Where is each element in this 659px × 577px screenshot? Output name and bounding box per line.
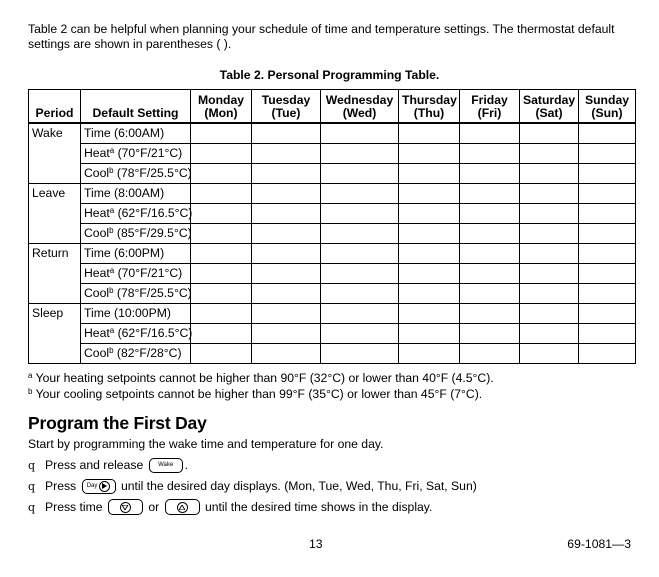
step-press-time: q Press time or until the desired time shows in the display. (28, 500, 433, 514)
schedule-cell (399, 264, 460, 284)
header-default-setting: Default Setting (81, 90, 191, 124)
table-row (29, 264, 636, 284)
schedule-cell (191, 224, 252, 244)
table-row (29, 324, 636, 344)
time-down-button[interactable] (108, 499, 143, 515)
schedule-cell (579, 244, 636, 264)
bullet: q (28, 500, 36, 514)
table-row (29, 284, 636, 304)
schedule-cell (191, 304, 252, 324)
header-day: Monday (Mon) (191, 90, 252, 124)
default-setting-cool: Cool$^b$ (78°F/25.5°C) (81, 284, 191, 304)
schedule-cell (520, 184, 579, 204)
schedule-cell (191, 184, 252, 204)
schedule-cell (191, 123, 252, 144)
schedule-cell (460, 224, 520, 244)
footnote-cooling: $^b$ Your cooling setpoints cannot be higher than 99°F (35°C) or lower than 45°F (7°C). (28, 387, 483, 401)
default-setting-time: Time (6:00AM) (81, 123, 191, 144)
table-row (29, 244, 636, 264)
programming-table (28, 89, 636, 364)
schedule-cell (460, 144, 520, 164)
schedule-cell (252, 123, 321, 144)
schedule-cell (321, 264, 399, 284)
schedule-cell (399, 184, 460, 204)
schedule-cell (321, 184, 399, 204)
schedule-cell (321, 284, 399, 304)
schedule-cell (191, 204, 252, 224)
schedule-cell (520, 244, 579, 264)
schedule-cell (191, 244, 252, 264)
schedule-cell (399, 304, 460, 324)
schedule-cell (191, 284, 252, 304)
section-intro: Start by programming the wake time and temperature for one day. (28, 437, 384, 451)
period-cell: Return (29, 244, 81, 304)
schedule-cell (520, 284, 579, 304)
schedule-cell (399, 324, 460, 344)
schedule-cell (399, 224, 460, 244)
schedule-cell (520, 164, 579, 184)
schedule-cell (579, 304, 636, 324)
schedule-cell (191, 164, 252, 184)
table-caption: Table 2. Personal Programming Table. (219, 68, 440, 82)
day-button[interactable]: Day (82, 479, 116, 494)
schedule-cell (252, 164, 321, 184)
schedule-cell (252, 264, 321, 284)
table-row (29, 144, 636, 164)
schedule-cell (460, 204, 520, 224)
schedule-cell (191, 144, 252, 164)
schedule-cell (579, 184, 636, 204)
schedule-cell (520, 144, 579, 164)
step-press-day: q Press Day until the desired day displays. (Mon, Tue, Wed, Thu, Fri, Sat, Sun) (28, 479, 477, 493)
header-period: Period (29, 90, 81, 124)
default-setting-heat: Heat$^a$ (62°F/16.5°C) (81, 204, 191, 224)
header-day: Saturday (Sat) (520, 90, 579, 124)
intro-paragraph: Table 2 can be helpful when planning your schedule of time and temperature settings. The thermostat default settings are shown in parentheses ( ). (28, 22, 615, 51)
schedule-cell (579, 264, 636, 284)
schedule-cell (321, 324, 399, 344)
table-row (29, 204, 636, 224)
default-setting-time: Time (8:00AM) (81, 184, 191, 204)
table-row (29, 164, 636, 184)
section-title: Program the First Day (28, 413, 207, 433)
schedule-cell (321, 244, 399, 264)
default-setting-cool: Cool$^b$ (82°F/28°C) (81, 344, 191, 364)
schedule-cell (399, 284, 460, 304)
document-number: 69-1081—3 (567, 537, 631, 551)
schedule-cell (460, 244, 520, 264)
schedule-cell (579, 123, 636, 144)
page-number: 13 (309, 537, 323, 551)
up-arrow-icon (177, 502, 188, 513)
schedule-cell (252, 224, 321, 244)
default-setting-cool: Cool$^b$ (78°F/25.5°C) (81, 164, 191, 184)
default-setting-time: Time (10:00PM) (81, 304, 191, 324)
schedule-cell (520, 264, 579, 284)
schedule-cell (252, 344, 321, 364)
default-setting-heat: Heat$^a$ (70°F/21°C) (81, 144, 191, 164)
bullet: q (28, 458, 36, 472)
schedule-cell (460, 344, 520, 364)
schedule-cell (579, 324, 636, 344)
bullet: q (28, 479, 36, 493)
schedule-cell (520, 123, 579, 144)
schedule-cell (191, 344, 252, 364)
schedule-cell (460, 184, 520, 204)
schedule-cell (520, 204, 579, 224)
schedule-cell (460, 123, 520, 144)
period-cell: Sleep (29, 304, 81, 364)
default-setting-heat: Heat$^a$ (70°F/21°C) (81, 264, 191, 284)
default-setting-heat: Heat$^a$ (62°F/16.5°C) (81, 324, 191, 344)
schedule-cell (579, 284, 636, 304)
schedule-cell (321, 164, 399, 184)
schedule-cell (191, 264, 252, 284)
schedule-cell (321, 344, 399, 364)
schedule-cell (252, 324, 321, 344)
schedule-cell (520, 344, 579, 364)
schedule-cell (460, 324, 520, 344)
time-up-button[interactable] (165, 499, 200, 515)
schedule-cell (252, 244, 321, 264)
default-setting-time: Time (6:00PM) (81, 244, 191, 264)
schedule-cell (460, 264, 520, 284)
schedule-cell (321, 224, 399, 244)
schedule-cell (252, 184, 321, 204)
period-cell: Wake (29, 123, 81, 184)
header-day: Friday (Fri) (460, 90, 520, 124)
schedule-cell (252, 284, 321, 304)
down-arrow-icon (120, 502, 131, 513)
header-day: Thursday (Thu) (399, 90, 460, 124)
schedule-cell (252, 144, 321, 164)
table-header-row (29, 90, 636, 124)
header-day: Tuesday (Tue) (252, 90, 321, 124)
step-press-wake: q Press and release Wake . (28, 458, 189, 472)
period-cell: Leave (29, 184, 81, 244)
table-body (29, 123, 636, 364)
default-setting-cool: Cool$^b$ (85°F/29.5°C) (81, 224, 191, 244)
schedule-cell (321, 123, 399, 144)
table-row (29, 184, 636, 204)
header-day: Wednesday (Wed) (321, 90, 399, 124)
schedule-cell (252, 204, 321, 224)
schedule-cell (520, 224, 579, 244)
schedule-cell (399, 123, 460, 144)
table-row (29, 344, 636, 364)
schedule-cell (321, 304, 399, 324)
schedule-cell (460, 164, 520, 184)
header-day: Sunday (Sun) (579, 90, 636, 124)
schedule-cell (399, 164, 460, 184)
schedule-cell (399, 244, 460, 264)
schedule-cell (321, 144, 399, 164)
schedule-cell (579, 224, 636, 244)
schedule-cell (579, 204, 636, 224)
wake-button[interactable]: Wake (149, 458, 183, 473)
play-right-icon (99, 481, 110, 492)
schedule-cell (399, 144, 460, 164)
schedule-cell (321, 204, 399, 224)
schedule-cell (579, 164, 636, 184)
footnotes (28, 370, 494, 402)
schedule-cell (579, 144, 636, 164)
table-row (29, 224, 636, 244)
schedule-cell (191, 324, 252, 344)
schedule-cell (520, 324, 579, 344)
schedule-cell (520, 304, 579, 324)
schedule-cell (460, 284, 520, 304)
schedule-cell (579, 344, 636, 364)
schedule-cell (460, 304, 520, 324)
footnote-heating: $^a$ Your heating setpoints cannot be higher than 90°F (32°C) or lower than 40°F (4.5°C). (28, 371, 494, 385)
table-row (29, 304, 636, 324)
schedule-cell (399, 204, 460, 224)
table-row (29, 123, 636, 144)
schedule-cell (399, 344, 460, 364)
schedule-cell (252, 304, 321, 324)
